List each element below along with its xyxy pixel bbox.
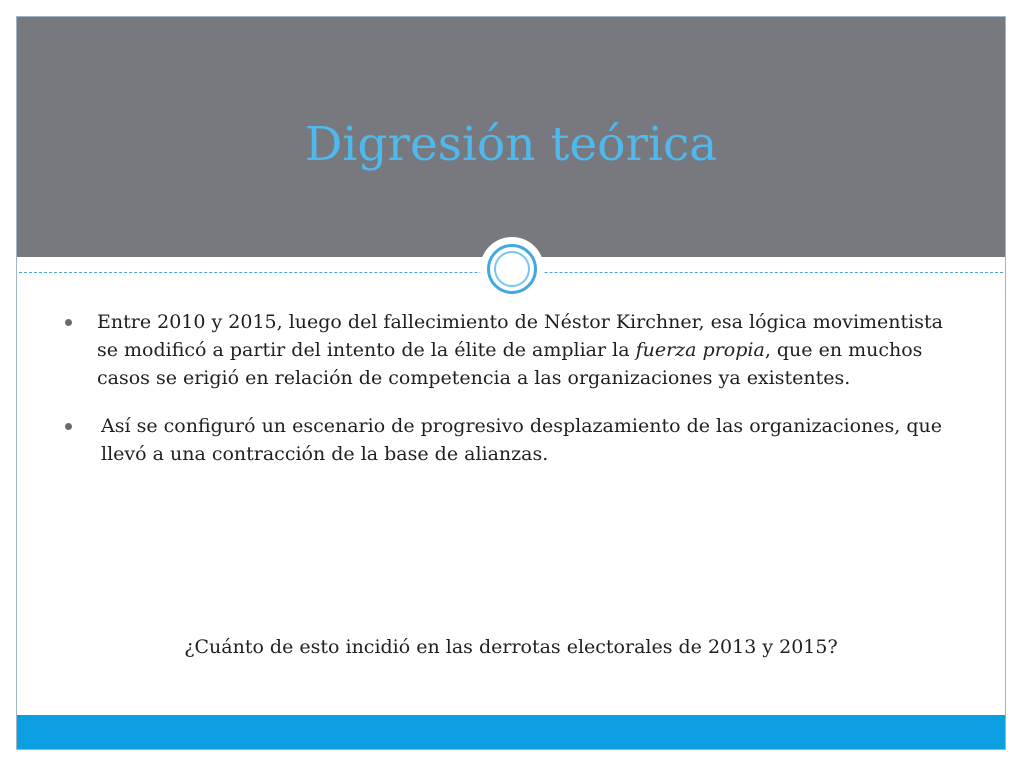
bullet-dot-icon bbox=[65, 319, 72, 326]
bullet-item bbox=[61, 308, 956, 392]
bullet-list bbox=[61, 308, 956, 468]
bullet-text: Así se configuró un escenario de progresivo desplazamiento de las organizaciones, que llevó a una contracción de la base de alianzas. bbox=[101, 415, 942, 465]
slide-frame bbox=[16, 16, 1006, 750]
footer-bar bbox=[17, 715, 1005, 749]
bullet-text bbox=[97, 311, 943, 389]
bullet-dot-icon bbox=[65, 423, 72, 430]
slide-title: Digresión teórica bbox=[304, 117, 718, 172]
slide-header bbox=[17, 17, 1005, 257]
bullet-emphasis: fuerza propia bbox=[635, 339, 765, 361]
closing-question: ¿Cuánto de esto incidió en las derrotas electorales de 2013 y 2015? bbox=[184, 636, 838, 658]
bullet-item bbox=[61, 412, 956, 468]
bullet-text-part: , que en muchos casos se erigió en relación de competencia a las organizaciones ya existentes. bbox=[97, 339, 923, 389]
bullet-text-part: Entre 2010 y 2015, luego del fallecimiento de Néstor Kirchner, esa lógica movimentista se modificó a partir del intento de la élite de ampliar la bbox=[97, 311, 943, 361]
circle-ring-icon bbox=[487, 244, 537, 294]
circle-ring-inner bbox=[494, 251, 530, 287]
